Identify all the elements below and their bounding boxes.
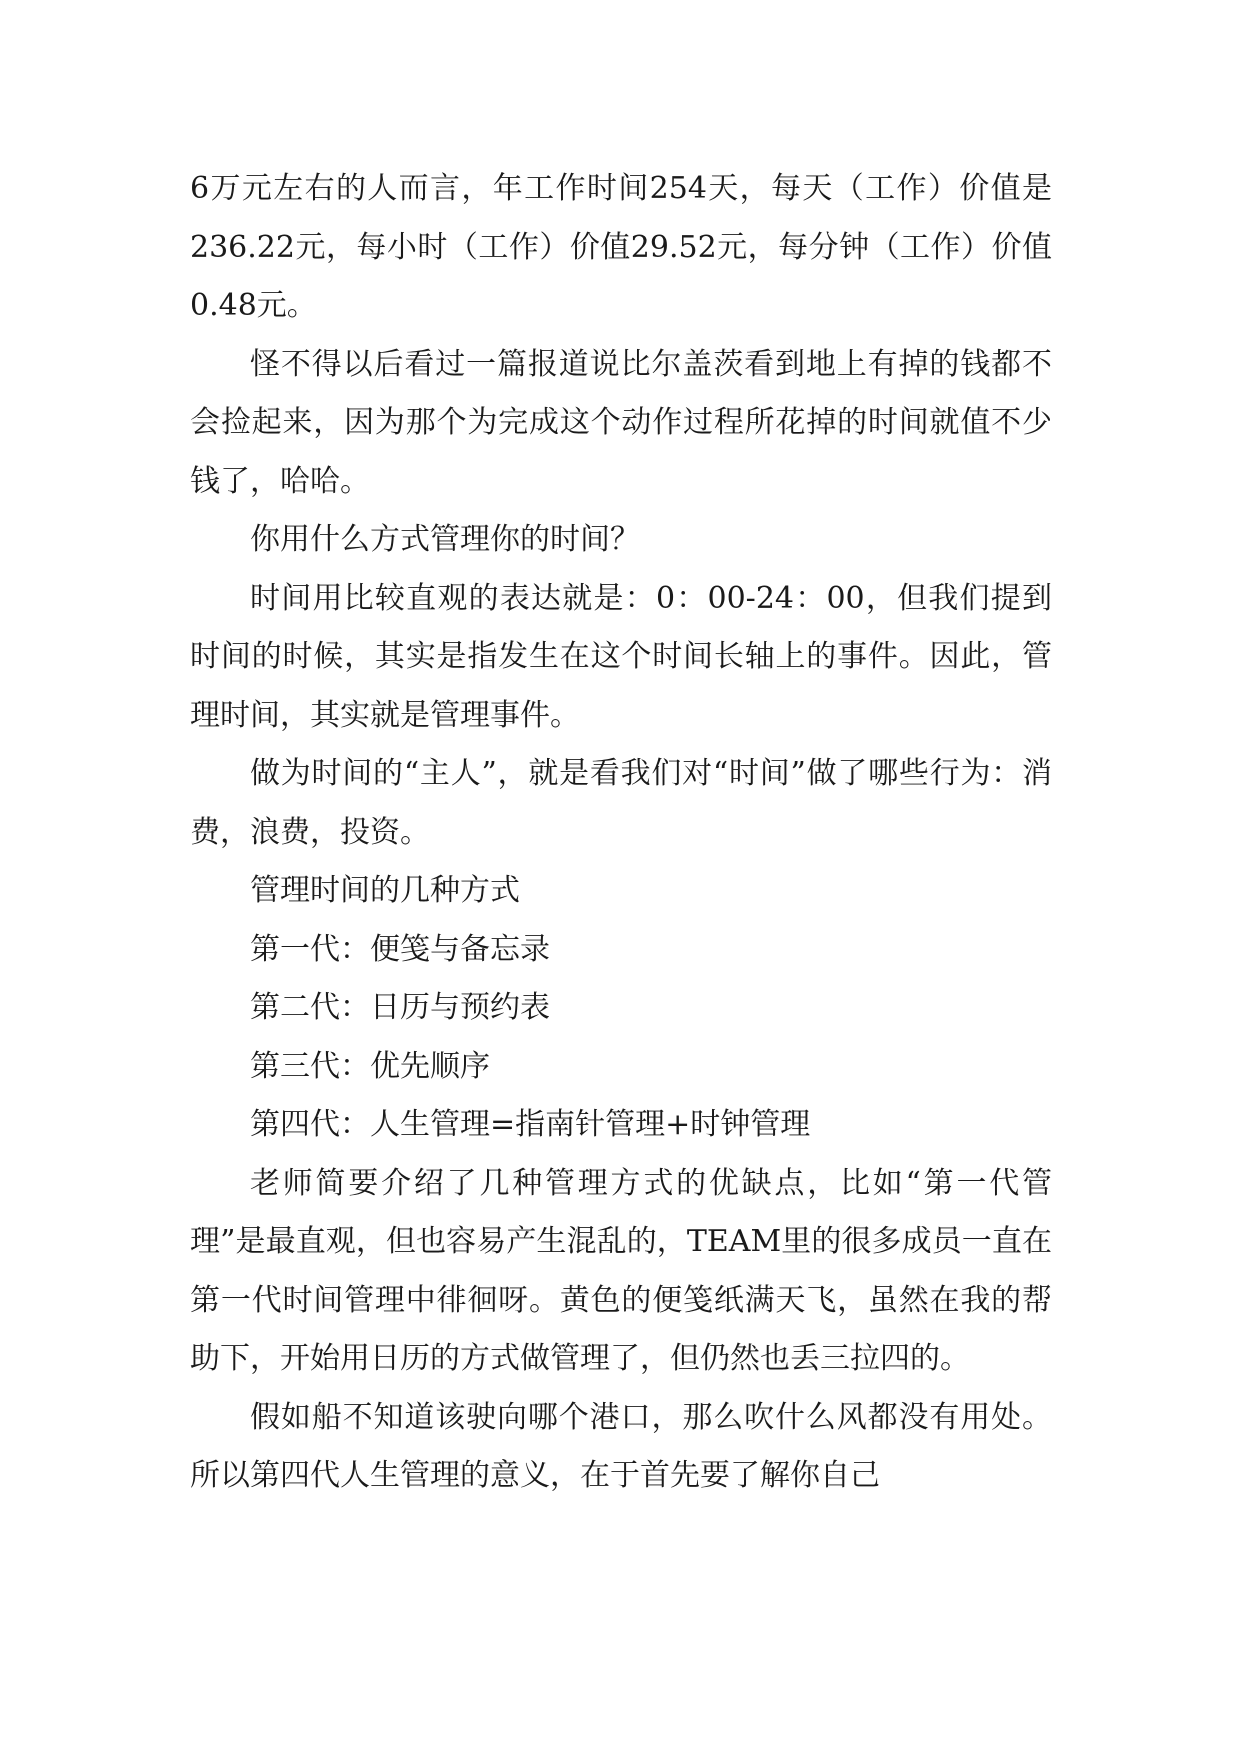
- paragraph-bill-gates: 怪不得以后看过一篇报道说比尔盖茨看到地上有掉的钱都不会捡起来，因为那个为完成这个动作过程所花掉的时间就值不少钱了，哈哈。: [190, 346, 1052, 499]
- paragraph-salary-value: 6万元左右的人而言，年工作时间254天，每天（工作）价值是236.22元，每小时（工作）价值29.52元，每分钟（工作）价值0.48元。: [190, 171, 1052, 323]
- section-heading-methods: 管理时间的几种方式: [250, 873, 520, 908]
- paragraph-ship-harbor: 假如船不知道该驶向哪个港口，那么吹什么风都没有用处。所以第四代人生管理的意义，在于首先要了解你自己: [190, 1399, 1052, 1493]
- paragraph-teacher-intro: 老师简要介绍了几种管理方式的优缺点，比如“第一代管理”是最直观，但也容易产生混乱的，TEAM里的很多成员一直在第一代时间管理中徘徊呀。黄色的便笺纸满天飞，虽然在我的帮助下，开始用日历的方式做管理了，但仍然也丢三拉四的。: [190, 1165, 1052, 1376]
- paragraph-time-expression: 时间用比较直观的表达就是：0：00-24：00，但我们提到时间的时候，其实是指发生在这个时间长轴上的事件。因此，管理时间，其实就是管理事件。: [190, 580, 1052, 733]
- list-item-generation-4: 第四代：人生管理=指南针管理+时钟管理: [250, 1107, 811, 1142]
- list-item-generation-3: 第三代：优先顺序: [250, 1048, 490, 1084]
- document-page: [190, 160, 1052, 1506]
- list-item-generation-1: 第一代：便笺与备忘录: [250, 931, 550, 967]
- paragraph-time-master: 做为时间的“主人”，就是看我们对“时间”做了哪些行为：消费，浪费，投资。: [190, 756, 1052, 850]
- paragraph-question: 你用什么方式管理你的时间？: [250, 522, 640, 557]
- list-item-generation-2: 第二代：日历与预约表: [250, 990, 550, 1025]
